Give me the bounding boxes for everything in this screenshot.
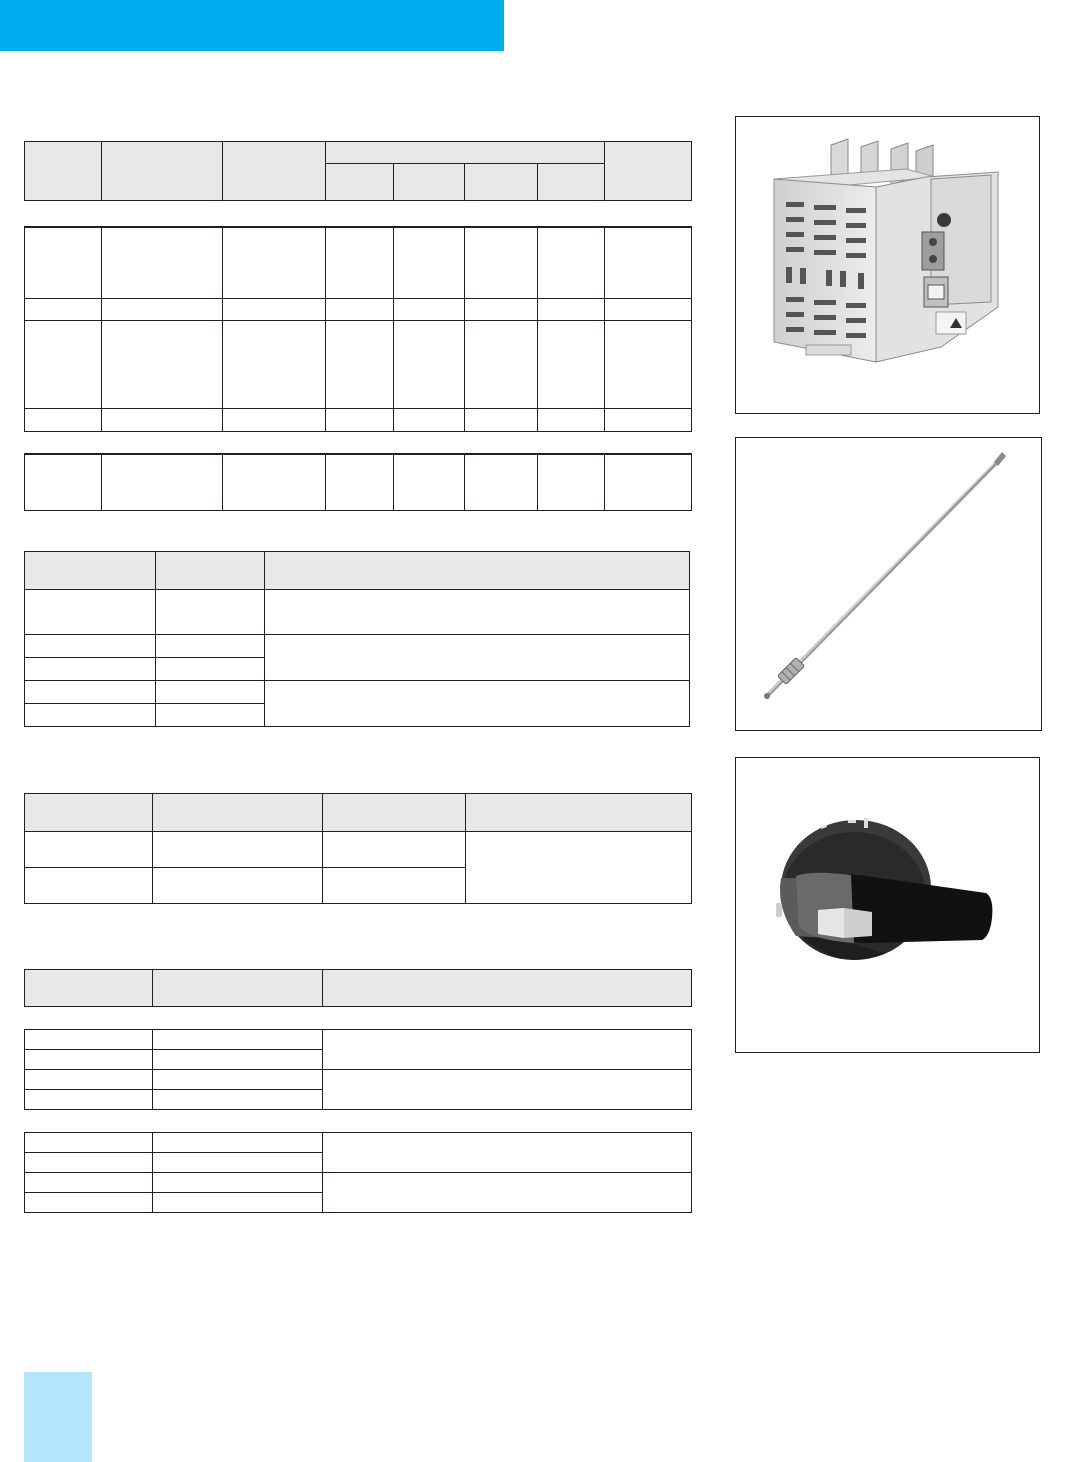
table-row [25,635,690,658]
rotary-handle-icon [736,758,1039,1052]
header-cell [223,142,326,201]
table-row [25,681,690,704]
extension-shaft-photo [735,437,1042,731]
header-cell [153,794,323,832]
table-row [25,1133,692,1153]
table-row [25,320,692,408]
accessory-table-group-b [24,1132,692,1213]
header-cell [102,142,223,201]
header-cell [466,794,692,832]
switch-disconnector-photo [735,116,1040,414]
accessory-table-header [24,969,692,1007]
header-cell [25,970,153,1007]
header-group-cell [326,142,605,164]
table-row [25,590,690,635]
table-row [25,832,692,868]
shaft-icon [736,438,1041,730]
header-cell [156,552,265,590]
header-subcell [465,164,538,201]
header-cell [153,970,323,1007]
header-cell [25,794,153,832]
shaft-table [24,551,690,727]
handle-table [24,793,692,904]
header-subcell [394,164,465,201]
header-subcell [326,164,394,201]
table-row [25,1070,692,1090]
header-cell [25,552,156,590]
header-cell [323,970,692,1007]
header-cell [605,142,692,201]
product-table-body [24,226,692,432]
accessory-table-group-a [24,1029,692,1110]
table-row [25,454,692,510]
header-cell [25,142,102,201]
switch-disconnector-icon [736,117,1039,413]
table-row [25,227,692,298]
page-corner-tab [24,1372,92,1462]
table-row [25,1030,692,1050]
table-row [25,1173,692,1193]
product-table-header [24,141,692,201]
table-row [25,298,692,320]
header-subcell [538,164,605,201]
header-cell [265,552,690,590]
table-row [25,408,692,431]
rotary-handle-photo [735,757,1040,1053]
header-cell [323,794,466,832]
product-table-extra [24,453,692,511]
header-color-band [0,0,504,51]
